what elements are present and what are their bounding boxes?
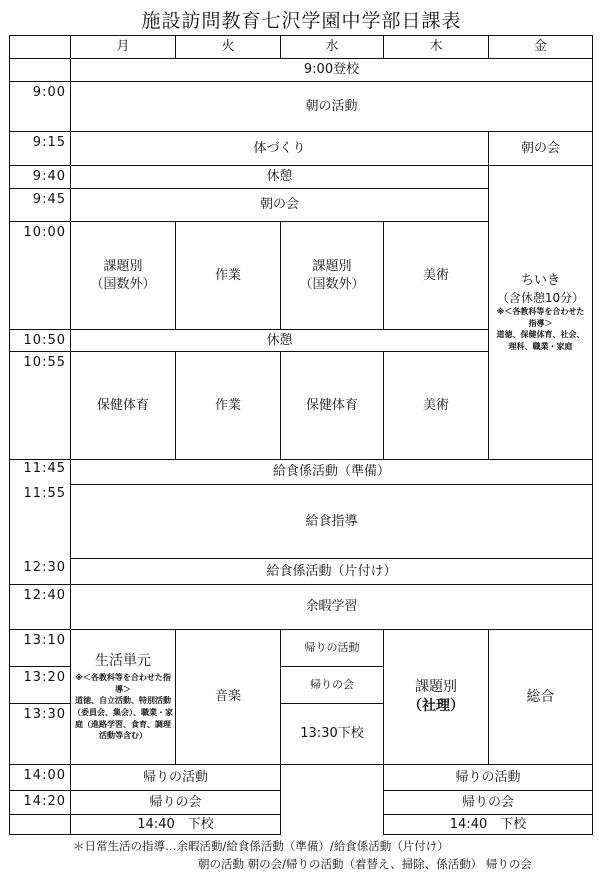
header-day-wed: 水 [280, 35, 384, 59]
mon-period1-sub: （国数外） [90, 276, 156, 292]
fri-integrated-cell: 総合 [488, 629, 593, 765]
chiiki-title: ちいき [520, 273, 560, 289]
time-cell [9, 58, 71, 82]
time-cell: 13:10 [9, 629, 71, 667]
chiiki-note-heading: ※＜各教科等を合わせた指導＞ [496, 307, 585, 328]
thu-period2-cell: 美術 [383, 351, 489, 460]
chiiki-note-subjects: 道徳、保健体育、社会、理科、職業・家庭 [496, 330, 585, 351]
tue-music-cell: 音楽 [175, 629, 281, 765]
wed-period2-cell: 保健体育 [280, 351, 384, 460]
time-cell: 14:00 [9, 764, 71, 791]
footer-note-line1: ＊日常生活の指導…余暇活動/給食係活動（準備）/給食係活動（片付け） [73, 839, 449, 853]
time-cell: 9:15 [9, 131, 71, 166]
life-unit-title: 生活単元 [95, 653, 151, 670]
thu-subject-cell [383, 629, 489, 765]
chiiki-sub: （含休憩10分） [496, 290, 585, 305]
time-cell: 9:00 [9, 81, 71, 132]
morning-activity-cell: 朝の活動 [70, 81, 593, 132]
wed-period1-sub: （国数外） [299, 276, 365, 292]
time-label: 11:55 [23, 486, 66, 501]
lunch-cleanup-cell: 給食係活動（片付け） [70, 558, 593, 585]
fri-morning-meeting-cell: 朝の会 [488, 131, 593, 166]
wed-period1-cell [280, 221, 384, 330]
arrival-cell: 9:00登校 [70, 58, 593, 82]
page-title: 施設訪問教育七沢学園中学部日課表 [141, 10, 462, 32]
time-cell: 13:20 [9, 666, 71, 704]
time-cell: 10:50 [9, 329, 71, 352]
wed-return-activity-cell: 帰りの活動 [280, 629, 384, 667]
wed-return-meeting-cell: 帰りの会 [280, 666, 384, 704]
time-cell: 10:00 [9, 221, 71, 330]
lunch-prep-cell: 給食係活動（準備） [70, 459, 593, 485]
wed-empty-cell [280, 764, 384, 834]
fri-chiiki-cell [488, 165, 593, 460]
wed-dismissal-cell: 13:30下校 [280, 703, 384, 765]
header-day-thu: 木 [383, 35, 489, 59]
body-building-cell: 体づくり [70, 131, 489, 166]
thu-period1-cell: 美術 [383, 221, 489, 330]
lunch-cell: 給食指導 [70, 484, 593, 559]
header-corner [9, 35, 71, 59]
mon-period1-label: 課題別 [103, 258, 143, 274]
mon-tue-return-meeting-cell: 帰りの会 [70, 790, 281, 815]
tue-period1-cell: 作業 [175, 221, 281, 330]
thu-subject-sub: （社理） [408, 698, 464, 714]
mon-period1-cell [70, 221, 176, 330]
thu-fri-return-meeting-cell: 帰りの会 [383, 790, 593, 815]
thu-fri-return-activity-cell: 帰りの活動 [383, 764, 593, 791]
header-day-tue: 火 [175, 35, 281, 59]
time-cell [9, 814, 71, 835]
mon-tue-return-activity-cell: 帰りの活動 [70, 764, 281, 791]
time-cell: 13:30 [9, 703, 71, 765]
footer-note-line2: 朝の活動 朝の会/帰りの活動（着替え、掃除、係活動） 帰りの会 [198, 857, 532, 871]
thu-subject-label: 課題別 [415, 679, 457, 696]
time-cell: 14:20 [9, 790, 71, 815]
break-cell: 休憩 [70, 165, 489, 189]
thu-fri-dismissal-cell: 14:40 下校 [383, 814, 593, 835]
header-day-fri: 金 [488, 35, 593, 59]
mon-period2-cell: 保健体育 [70, 351, 176, 460]
break-cell: 休憩 [70, 329, 489, 352]
tue-period2-cell: 作業 [175, 351, 281, 460]
wed-period1-label: 課題別 [312, 258, 352, 274]
time-cell: 9:45 [9, 188, 71, 222]
morning-meeting-cell: 朝の会 [70, 188, 489, 222]
life-unit-note-heading: ※＜各教科等を合わせた指導＞ [75, 673, 171, 694]
time-label: 11:45 [23, 461, 66, 476]
time-label: 12:30 [23, 560, 66, 575]
mon-life-unit-cell [70, 629, 176, 765]
time-cell: 9:40 [9, 165, 71, 189]
mon-tue-dismissal-cell: 14:40 下校 [70, 814, 281, 835]
header-day-mon: 月 [70, 35, 176, 59]
life-unit-note-subjects: 道徳、自立活動、特別活動（委員会、集会）、職業・家庭（進路学習、食育、調理活動等含む） [73, 696, 173, 741]
time-cell: 10:55 [9, 351, 71, 460]
free-study-cell: 余暇学習 [70, 584, 593, 630]
time-cell: 12:40 [9, 584, 71, 630]
